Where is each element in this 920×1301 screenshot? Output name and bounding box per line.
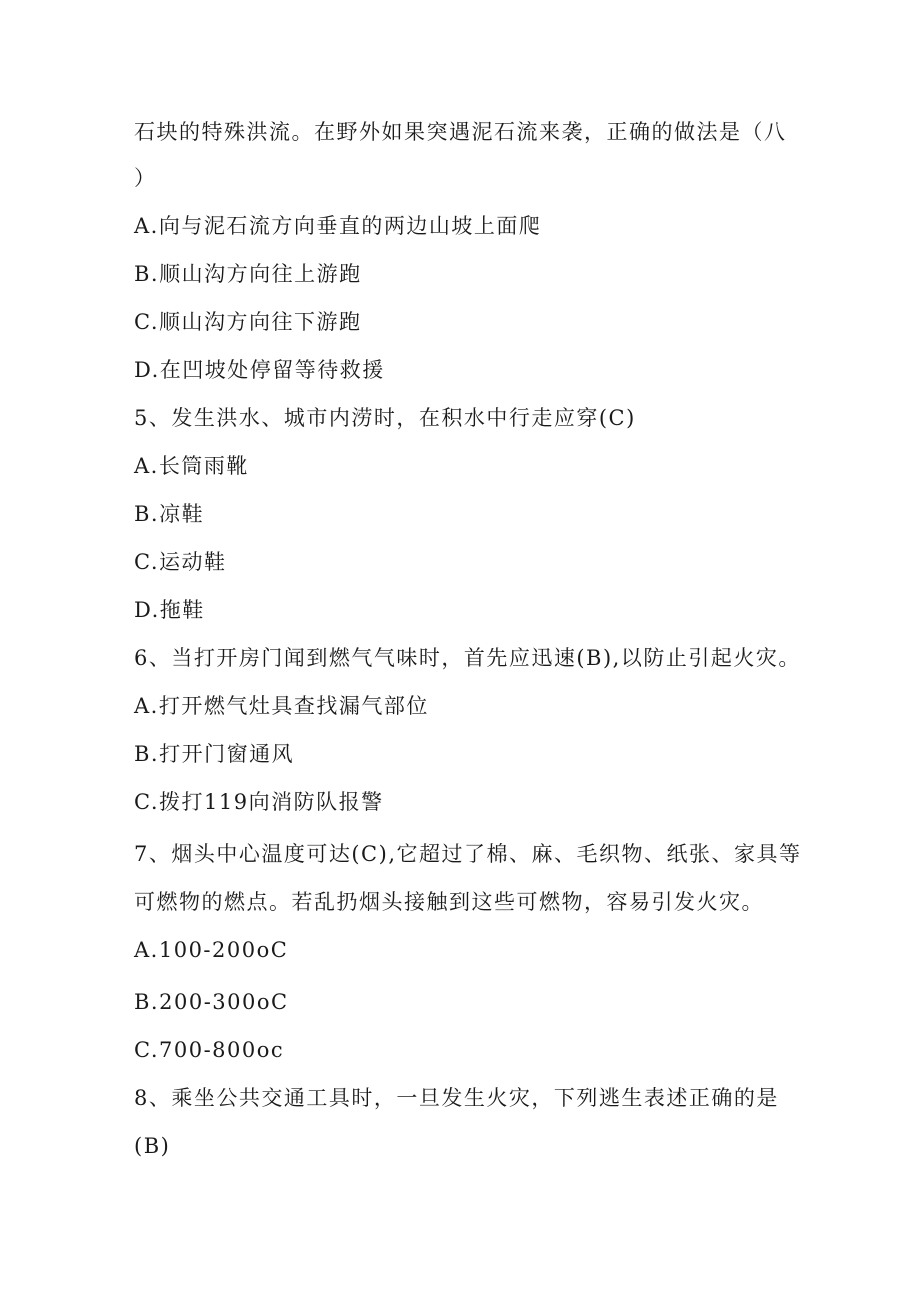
option-line: B.打开门窗通风 xyxy=(134,742,295,766)
option-line: A.向与泥石流方向垂直的两边山坡上面爬 xyxy=(134,214,542,238)
question-line: 8、乘坐公共交通工具时，一旦发生火灾，下列逃生表述正确的是 xyxy=(134,1086,779,1110)
option-line: B.顺山沟方向往上游跑 xyxy=(134,262,362,286)
option-line: B.200-300oC xyxy=(134,990,289,1014)
question-line: (B) xyxy=(134,1134,171,1158)
question-line: 7、烟头中心温度可达(C),它超过了棉、麻、毛织物、纸张、家具等 xyxy=(134,842,802,866)
option-line: D.拖鞋 xyxy=(134,598,205,622)
question-line: 6、当打开房门闻到燃气气味时，首先应迅速(B),以防止引起火灾。 xyxy=(134,646,801,670)
option-line: D.在凹坡处停留等待救援 xyxy=(134,358,385,382)
option-line: C.700-800oc xyxy=(134,1038,285,1062)
option-line: A.打开燃气灶具查找漏气部位 xyxy=(134,694,429,718)
option-line: C.顺山沟方向往下游跑 xyxy=(134,310,362,334)
option-line: A.长筒雨靴 xyxy=(134,454,249,478)
option-line: C.运动鞋 xyxy=(134,550,227,574)
text-line: 石块的特殊洪流。在野外如果突遇泥石流来袭，正确的做法是（八 xyxy=(134,120,787,144)
question-line: 可燃物的燃点。若乱扔烟头接触到这些可燃物，容易引发火灾。 xyxy=(134,890,764,914)
text-line: ） xyxy=(134,166,157,190)
question-line: 5、发生洪水、城市内涝时，在积水中行走应穿(C) xyxy=(134,406,636,430)
option-line: B.凉鞋 xyxy=(134,502,205,526)
option-line: C.拨打119向消防队报警 xyxy=(134,790,384,814)
option-line: A.100-200oC xyxy=(134,938,289,962)
